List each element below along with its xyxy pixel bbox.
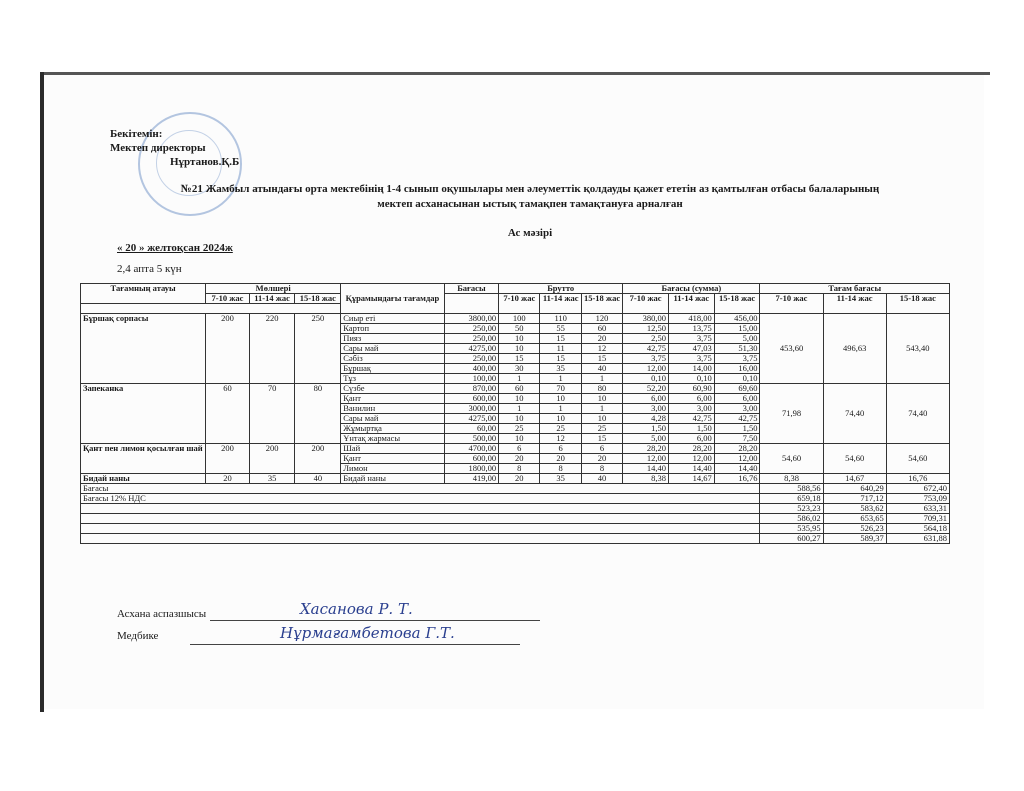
ingredient-name: Қант (341, 454, 444, 464)
dish-total: 496,63 (823, 314, 886, 384)
ingredient-sum: 14,40 (714, 464, 760, 474)
nurse-label: Медбике (117, 630, 159, 642)
ingredient-sum: 16,00 (714, 364, 760, 374)
approval-line-1: Бекітемін: (110, 128, 163, 140)
ingredient-price: 250,00 (444, 324, 498, 334)
dish-portion: 70 (249, 384, 295, 444)
summary-value: 586,02 (760, 514, 823, 524)
dish-portion: 40 (295, 474, 341, 484)
dish-portion: 200 (295, 444, 341, 474)
ingredient-name: Сиыр еті (341, 314, 444, 324)
summary-label: Бағасы 12% НДС (81, 494, 760, 504)
ingredient-gross: 15 (581, 354, 622, 364)
ingredient-name: Сәбіз (341, 354, 444, 364)
summary-value: 653,65 (823, 514, 886, 524)
ingredient-sum: 5,00 (714, 334, 760, 344)
header-total-age-b: 11-14 жас (823, 294, 886, 314)
ingredient-gross: 1 (540, 374, 581, 384)
header-dish-price: Тағам бағасы (760, 284, 950, 294)
dish-name: Бидай наны (81, 474, 206, 484)
ingredient-name: Картоп (341, 324, 444, 334)
ingredient-gross: 100 (499, 314, 540, 324)
summary-value: 523,23 (760, 504, 823, 514)
ingredient-gross: 8 (540, 464, 581, 474)
ingredient-sum: 7,50 (714, 434, 760, 444)
header-composition: Құрамындағы тағамдар (341, 284, 444, 314)
header-gross-age-b: 11-14 жас (540, 294, 581, 314)
cook-signature: Хасанова Р. Т. (300, 600, 413, 618)
header-gross-age-c: 15-18 жас (581, 294, 622, 314)
summary-value: 526,23 (823, 524, 886, 534)
dish-total: 8,38 (760, 474, 823, 484)
ingredient-sum: 42,75 (668, 414, 714, 424)
ingredient-name: Сары май (341, 344, 444, 354)
dish-portion: 200 (206, 314, 250, 384)
ingredient-sum: 6,00 (623, 394, 669, 404)
summary-value: 564,18 (886, 524, 949, 534)
ingredient-gross: 40 (581, 364, 622, 374)
ingredient-gross: 10 (499, 414, 540, 424)
menu-date: « 20 » желтоқсан 2024ж (117, 242, 233, 254)
summary-value: 588,56 (760, 484, 823, 494)
ingredient-sum: 60,90 (668, 384, 714, 394)
approval-block (110, 127, 239, 169)
ingredient-name: Сүзбе (341, 384, 444, 394)
ingredient-gross: 1 (581, 404, 622, 414)
ingredient-gross: 70 (540, 384, 581, 394)
ingredient-sum: 380,00 (623, 314, 669, 324)
summary-value: 535,95 (760, 524, 823, 534)
ingredient-price: 870,00 (444, 384, 498, 394)
summary-label (81, 524, 760, 534)
ingredient-sum: 3,00 (668, 404, 714, 414)
ingredient-sum: 8,38 (623, 474, 669, 484)
ingredient-gross: 25 (540, 424, 581, 434)
dish-name: Бұршақ сорпасы (81, 314, 206, 384)
ingredient-gross: 80 (581, 384, 622, 394)
summary-value: 583,62 (823, 504, 886, 514)
ingredient-sum: 12,00 (668, 454, 714, 464)
dish-name: Қант пен лимон қосылған шай (81, 444, 206, 474)
ingredient-gross: 60 (581, 324, 622, 334)
dish-portion: 35 (249, 474, 295, 484)
ingredient-gross: 1 (540, 404, 581, 414)
ingredient-sum: 0,10 (623, 374, 669, 384)
ingredient-price: 60,00 (444, 424, 498, 434)
ingredient-sum: 456,00 (714, 314, 760, 324)
ingredient-gross: 10 (540, 414, 581, 424)
nurse-sign-line (190, 644, 520, 645)
ingredient-name: Сары май (341, 414, 444, 424)
ingredient-name: Бұршақ (341, 364, 444, 374)
summary-label (81, 504, 760, 514)
ingredient-gross: 12 (581, 344, 622, 354)
ingredient-gross: 10 (499, 434, 540, 444)
approval-line-3: Нұртанов.Қ.Б (170, 156, 240, 168)
header-dish-name: Тағамның атауы (81, 284, 206, 304)
summary-value: 600,27 (760, 534, 823, 544)
ingredient-gross: 20 (499, 454, 540, 464)
ingredient-gross: 1 (499, 404, 540, 414)
dish-total: 14,67 (823, 474, 886, 484)
summary-value: 753,09 (886, 494, 949, 504)
dish-portion: 200 (206, 444, 250, 474)
ingredient-gross: 15 (540, 354, 581, 364)
ingredient-price: 100,00 (444, 374, 498, 384)
dish-portion: 200 (249, 444, 295, 474)
ingredient-sum: 4,28 (623, 414, 669, 424)
dish-total: 16,76 (886, 474, 949, 484)
summary-value: 672,40 (886, 484, 949, 494)
cook-sign-line (210, 620, 540, 621)
ingredient-sum: 6,00 (714, 394, 760, 404)
summary-value: 709,31 (886, 514, 949, 524)
ingredient-gross: 20 (499, 474, 540, 484)
dish-portion: 250 (295, 314, 341, 384)
ingredient-name: Лимон (341, 464, 444, 474)
ingredient-name: Ванилин (341, 404, 444, 414)
header-gross-age-a: 7-10 жас (499, 294, 540, 314)
ingredient-gross: 10 (581, 394, 622, 404)
ingredient-gross: 11 (540, 344, 581, 354)
ingredient-sum: 12,50 (623, 324, 669, 334)
ingredient-sum: 6,00 (668, 434, 714, 444)
ingredient-sum: 3,75 (623, 354, 669, 364)
dish-portion: 20 (206, 474, 250, 484)
ingredient-sum: 3,75 (668, 354, 714, 364)
menu-table (80, 283, 950, 544)
ingredient-sum: 28,20 (623, 444, 669, 454)
summary-label (81, 534, 760, 544)
ingredient-gross: 8 (499, 464, 540, 474)
ingredient-sum: 418,00 (668, 314, 714, 324)
ingredient-gross: 25 (499, 424, 540, 434)
menu-week: 2,4 апта 5 күн (117, 263, 182, 275)
ingredient-gross: 6 (581, 444, 622, 454)
header-price-blank (444, 294, 498, 314)
ingredient-price: 1800,00 (444, 464, 498, 474)
ingredient-gross: 6 (499, 444, 540, 454)
summary-value: 631,88 (886, 534, 949, 544)
header-total-age-c: 15-18 жас (886, 294, 949, 314)
dish-total: 54,60 (760, 444, 823, 474)
dish-total: 74,40 (823, 384, 886, 444)
dish-portion: 80 (295, 384, 341, 444)
ingredient-sum: 51,30 (714, 344, 760, 354)
ingredient-gross: 10 (581, 414, 622, 424)
dish-total: 74,40 (886, 384, 949, 444)
document-subtitle: Ас мәзірі (507, 227, 553, 239)
summary-row (81, 524, 950, 534)
ingredient-sum: 69,60 (714, 384, 760, 394)
header-portion-age-a: 7-10 жас (206, 294, 250, 304)
header-gross: Брутто (499, 284, 623, 294)
header-sum-age-b: 11-14 жас (668, 294, 714, 314)
dish-total: 54,60 (886, 444, 949, 474)
summary-label: Бағасы (81, 484, 760, 494)
dish-portion: 60 (206, 384, 250, 444)
ingredient-sum: 42,75 (623, 344, 669, 354)
nurse-signature: Нұрмағамбетова Г.Т. (280, 624, 455, 642)
ingredient-gross: 35 (540, 364, 581, 374)
ingredient-sum: 12,00 (714, 454, 760, 464)
ingredient-sum: 3,00 (714, 404, 760, 414)
ingredient-sum: 0,10 (668, 374, 714, 384)
ingredient-name: Жұмыртқа (341, 424, 444, 434)
cook-label: Асхана аспазшысы (117, 608, 207, 620)
ingredient-sum: 13,75 (668, 324, 714, 334)
title-line-2: мектеп асханасынан ыстық тамақпен тамақтануға арналған (377, 198, 683, 210)
ingredient-gross: 1 (581, 374, 622, 384)
ingredient-price: 500,00 (444, 434, 498, 444)
summary-value: 640,29 (823, 484, 886, 494)
ingredient-price: 250,00 (444, 354, 498, 364)
summary-row (81, 494, 950, 504)
ingredient-sum: 2,50 (623, 334, 669, 344)
ingredient-price: 4275,00 (444, 414, 498, 424)
ingredient-gross: 55 (540, 324, 581, 334)
summary-value: 633,31 (886, 504, 949, 514)
ingredient-gross: 20 (581, 454, 622, 464)
header-portion-age-c: 15-18 жас (295, 294, 341, 304)
ingredient-sum: 16,76 (714, 474, 760, 484)
ingredient-sum: 1,50 (668, 424, 714, 434)
summary-value: 717,12 (823, 494, 886, 504)
ingredient-sum: 0,10 (714, 374, 760, 384)
ingredient-gross: 120 (581, 314, 622, 324)
ingredient-sum: 42,75 (714, 414, 760, 424)
ingredient-price: 3000,00 (444, 404, 498, 414)
ingredient-price: 600,00 (444, 454, 498, 464)
ingredient-gross: 35 (540, 474, 581, 484)
ingredient-gross: 8 (581, 464, 622, 474)
ingredient-sum: 52,20 (623, 384, 669, 394)
ingredient-gross: 1 (499, 374, 540, 384)
ingredient-price: 4275,00 (444, 344, 498, 354)
ingredient-sum: 28,20 (714, 444, 760, 454)
ingredient-sum: 3,75 (668, 334, 714, 344)
dish-portion: 220 (249, 314, 295, 384)
table-row (81, 314, 950, 324)
ingredient-gross: 60 (499, 384, 540, 394)
ingredient-price: 419,00 (444, 474, 498, 484)
header-total-age-a: 7-10 жас (760, 294, 823, 314)
document-title (130, 182, 930, 212)
ingredient-gross: 20 (540, 454, 581, 464)
ingredient-price: 250,00 (444, 334, 498, 344)
ingredient-sum: 5,00 (623, 434, 669, 444)
dish-name: Запеканка (81, 384, 206, 444)
ingredient-price: 600,00 (444, 394, 498, 404)
ingredient-sum: 3,00 (623, 404, 669, 414)
ingredient-price: 3800,00 (444, 314, 498, 324)
dish-total: 71,98 (760, 384, 823, 444)
ingredient-gross: 110 (540, 314, 581, 324)
ingredient-sum: 14,00 (668, 364, 714, 374)
ingredient-price: 400,00 (444, 364, 498, 374)
header-row-1 (81, 284, 950, 294)
summary-row (81, 534, 950, 544)
ingredient-sum: 6,00 (668, 394, 714, 404)
ingredient-gross: 15 (499, 354, 540, 364)
ingredient-sum: 14,40 (668, 464, 714, 474)
header-portion-age-b: 11-14 жас (249, 294, 295, 304)
summary-row (81, 484, 950, 494)
header-sum-age-a: 7-10 жас (623, 294, 669, 314)
summary-row (81, 514, 950, 524)
ingredient-gross: 30 (499, 364, 540, 374)
ingredient-sum: 3,75 (714, 354, 760, 364)
ingredient-sum: 1,50 (714, 424, 760, 434)
header-sum-age-c: 15-18 жас (714, 294, 760, 314)
ingredient-gross: 15 (581, 434, 622, 444)
ingredient-name: Шай (341, 444, 444, 454)
header-price: Бағасы (444, 284, 498, 294)
ingredient-gross: 10 (499, 344, 540, 354)
ingredient-name: Тұз (341, 374, 444, 384)
ingredient-sum: 14,67 (668, 474, 714, 484)
header-portion: Мөлшері (206, 284, 341, 294)
dish-total: 543,40 (886, 314, 949, 384)
ingredient-gross: 20 (581, 334, 622, 344)
ingredient-name: Пияз (341, 334, 444, 344)
table-row (81, 384, 950, 394)
ingredient-sum: 28,20 (668, 444, 714, 454)
title-line-1: №21 Жамбыл атындағы орта мектебінің 1-4 сынып оқушылары мен әлеуметтік қолдауды қажет ететін аз қамтылған отбасы балаларының (180, 183, 880, 195)
ingredient-gross: 40 (581, 474, 622, 484)
summary-value: 659,18 (760, 494, 823, 504)
summary-label (81, 514, 760, 524)
ingredient-name: Бидай наны (341, 474, 444, 484)
ingredient-sum: 12,00 (623, 364, 669, 374)
approval-line-2: Мектеп директоры (110, 142, 206, 154)
header-spacer (81, 304, 341, 314)
table-row (81, 474, 950, 484)
dish-total: 453,60 (760, 314, 823, 384)
ingredient-gross: 12 (540, 434, 581, 444)
dish-total: 54,60 (823, 444, 886, 474)
ingredient-sum: 15,00 (714, 324, 760, 334)
ingredient-name: Ұнтақ жармасы (341, 434, 444, 444)
ingredient-gross: 6 (540, 444, 581, 454)
ingredient-gross: 15 (540, 334, 581, 344)
header-price-sum: Бағасы (сумма) (623, 284, 760, 294)
ingredient-gross: 10 (499, 334, 540, 344)
summary-row (81, 504, 950, 514)
ingredient-gross: 50 (499, 324, 540, 334)
ingredient-sum: 12,00 (623, 454, 669, 464)
ingredient-sum: 47,03 (668, 344, 714, 354)
summary-value: 589,37 (823, 534, 886, 544)
ingredient-gross: 10 (499, 394, 540, 404)
table-row (81, 444, 950, 454)
header-row-2 (81, 294, 950, 304)
ingredient-name: Қант (341, 394, 444, 404)
ingredient-gross: 10 (540, 394, 581, 404)
ingredient-price: 4700,00 (444, 444, 498, 454)
ingredient-sum: 1,50 (623, 424, 669, 434)
ingredient-sum: 14,40 (623, 464, 669, 474)
ingredient-gross: 25 (581, 424, 622, 434)
